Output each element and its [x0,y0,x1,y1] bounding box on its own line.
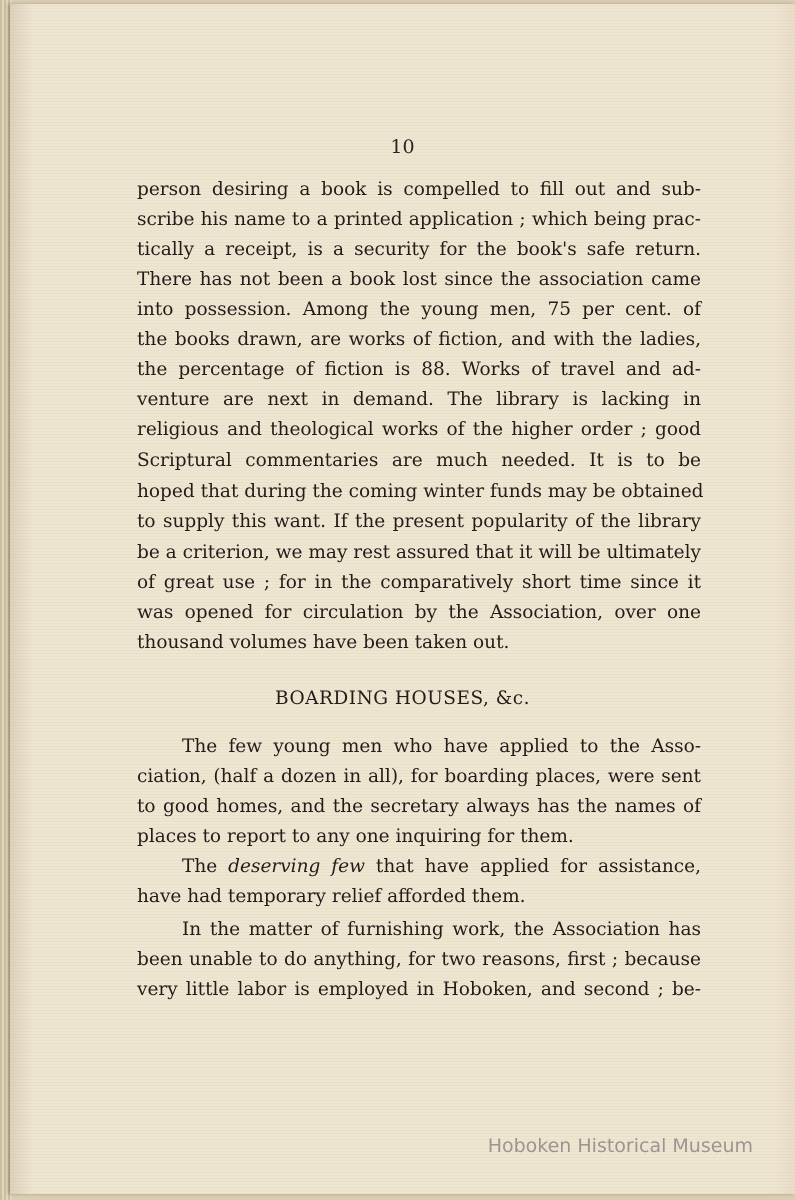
museum-watermark: Hoboken Historical Museum [487,1135,753,1157]
body-line-emphasis [182,853,701,881]
body-line: the books drawn, are works of fiction, and with the ladies, [137,329,701,350]
body-line: very little labor is employed in Hoboken, and second ; be- [137,979,701,1000]
body-line: There has not been a book lost since the association came [137,269,701,290]
body-line: ciation, (half a dozen in all), for boarding places, were sent [137,766,701,787]
body-line: In the matter of furnishing work, the Association has [182,919,701,940]
section-heading: BOARDING HOUSES, &c. [275,688,530,709]
line-suffix: that have applied for assistance, [375,856,701,877]
body-line: scribe his name to a printed application ; which being prac- [137,209,701,230]
body-line: religious and theological works of the higher order ; good [137,419,701,440]
body-line: have had temporary relief afforded them. [137,886,526,907]
line-prefix: The [182,856,218,877]
body-line: venture are next in demand. The library is lacking in [137,389,701,410]
body-line: The few young men who have applied to the Asso- [182,736,701,757]
body-line: be a criterion, we may rest assured that it will be ultimately [137,542,701,563]
body-line: person desiring a book is compelled to fill out and sub- [137,179,701,200]
body-line: to supply this want. If the present popularity of the library [137,511,701,532]
body-line: into possession. Among the young men, 75 per cent. of [137,299,701,320]
body-line: places to report to any one inquiring for them. [137,826,574,847]
body-line: Scriptural commentaries are much needed. It is to be [137,450,701,471]
body-line: the percentage of fiction is 88. Works of travel and ad- [137,359,701,380]
body-line: thousand volumes have been taken out. [137,632,510,653]
body-line: was opened for circulation by the Association, over one [137,602,701,623]
body-line: tically a receipt, is a security for the book's safe return. [137,239,701,260]
body-line: to good homes, and the secretary always has the names of [137,796,701,817]
document-page [10,4,795,1194]
italic-phrase: deserving few [228,856,365,877]
body-line: of great use ; for in the comparatively short time since it [137,572,701,593]
body-line: been unable to do anything, for two reasons, first ; because [137,949,701,970]
page-number: 10 [390,136,415,158]
body-line: hoped that during the coming winter funds may be obtained [137,481,704,502]
